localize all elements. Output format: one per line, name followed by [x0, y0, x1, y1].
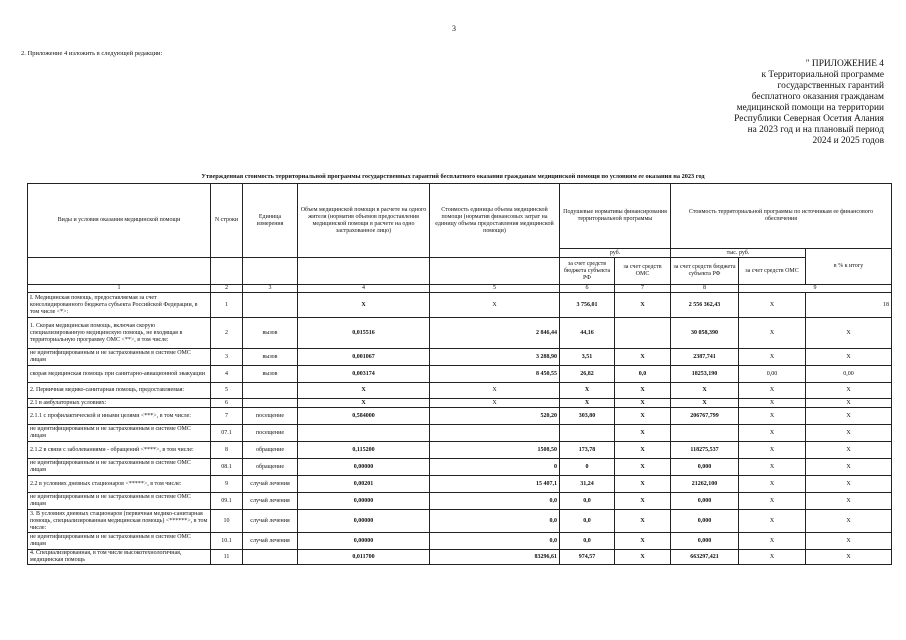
- cell-percent: X: [806, 349, 892, 366]
- cell-volume: X: [298, 293, 430, 318]
- cell-percent: X: [806, 510, 892, 533]
- cell-percent: 18: [806, 293, 892, 318]
- header-percent: в % к итогу: [806, 249, 892, 285]
- header-per-capita: Подушевые нормативы финансирования территориальной программы: [560, 184, 671, 249]
- cell-unit: случай лечения: [243, 476, 298, 493]
- cell-name: I. Медицинская помощь, предоставляемая за счет консолидированного бюджета субъекта Российской Федерации, в том числе <*>:: [28, 293, 211, 318]
- cell-budget: 44,16: [560, 318, 615, 349]
- cell-volume: 0,00000: [298, 459, 430, 476]
- cell-oms2: X: [739, 293, 806, 318]
- cell-line: 10: [211, 510, 243, 533]
- cell-name: 2.1.1 с профилактической и иными целями <***>, в том числе:: [28, 408, 211, 425]
- table-row: [28, 383, 892, 399]
- cell-oms: X: [615, 459, 671, 476]
- cell-oms2: X: [739, 408, 806, 425]
- cell-percent: X: [806, 408, 892, 425]
- cell-cost: 15 407,1: [430, 476, 560, 493]
- cell-name: 2.2 в условиях дневных стационаров <*****>, в том числе:: [28, 476, 211, 493]
- cell-unit: вызов: [243, 318, 298, 349]
- cell-budget2: X: [671, 399, 739, 408]
- column-number: 1: [28, 285, 211, 293]
- cell-budget: 0,0: [560, 510, 615, 533]
- cell-volume: 0,00201: [298, 476, 430, 493]
- cell-line: 07.1: [211, 425, 243, 442]
- table-row: [28, 459, 892, 476]
- column-number: 5: [430, 285, 560, 293]
- cell-line: 3: [211, 349, 243, 366]
- header-budget: за счет средств бюджета субъекта РФ: [560, 258, 615, 285]
- cell-budget: 0,0: [560, 493, 615, 510]
- cell-name: 3. В условиях дневных стационаров (первичная медико-санитарная помощь, специализированная медицинская помощь) <******>, в том числе:: [28, 510, 211, 533]
- cell-unit: [243, 550, 298, 565]
- cell-cost: 0: [430, 459, 560, 476]
- cell-cost: 0,0: [430, 493, 560, 510]
- cell-budget: 173,78: [560, 442, 615, 459]
- header-types: Виды и условия оказания медицинской помощи: [28, 184, 211, 258]
- cell-volume: 0,015516: [298, 318, 430, 349]
- table-row: [28, 399, 892, 408]
- cell-name: 4. Специализированная, в том числе высокотехнологичная, медицинская помощь: [28, 550, 211, 565]
- column-numbers-row: [28, 285, 892, 293]
- cell-oms: X: [615, 408, 671, 425]
- cell-volume: 0,001067: [298, 349, 430, 366]
- cell-cost: X: [430, 293, 560, 318]
- cell-oms: X: [615, 293, 671, 318]
- header-thousand-rub: тыс. руб.: [671, 249, 806, 258]
- cost-table: [27, 183, 892, 565]
- appendix-line: 2024 и 2025 годов: [812, 136, 884, 146]
- table-row: [28, 550, 892, 565]
- cell-percent: X: [806, 425, 892, 442]
- cell-name: не идентифицированным и не застрахованным в системе ОМС лицам: [28, 459, 211, 476]
- cell-name: 2.1.2 в связи с заболеваниями - обращений <****>, в том числе:: [28, 442, 211, 459]
- cell-line: 1: [211, 293, 243, 318]
- header-oms: за счет средств ОМС: [615, 258, 671, 285]
- appendix-line: на 2023 год и на плановый период: [747, 125, 884, 135]
- cell-budget: 26,82: [560, 366, 615, 383]
- column-number: 2: [211, 285, 243, 293]
- cell-cost: X: [430, 399, 560, 408]
- cell-cost: 520,20: [430, 408, 560, 425]
- cell-budget2: 2387,741: [671, 349, 739, 366]
- table-row: [28, 318, 892, 349]
- cell-oms: X: [615, 399, 671, 408]
- cell-oms: X: [615, 383, 671, 399]
- cell-budget: 3 756,01: [560, 293, 615, 318]
- cell-budget2: 2 556 362,43: [671, 293, 739, 318]
- table-row: [28, 533, 892, 550]
- table-row: [28, 366, 892, 383]
- table-row: [28, 442, 892, 459]
- cell-volume: 0,00000: [298, 510, 430, 533]
- cell-oms: X: [615, 493, 671, 510]
- cell-cost: 83296,61: [430, 550, 560, 565]
- cell-oms2: X: [739, 425, 806, 442]
- cell-percent: X: [806, 318, 892, 349]
- cell-oms: X: [615, 425, 671, 442]
- cell-oms2: X: [739, 476, 806, 493]
- cell-cost: 0,0: [430, 510, 560, 533]
- column-number: 9: [739, 285, 892, 293]
- table-row: [28, 425, 892, 442]
- appendix-line: бесплатного оказания гражданам: [751, 92, 884, 102]
- cell-volume: 0,011700: [298, 550, 430, 565]
- cell-oms2: 0,00: [739, 366, 806, 383]
- table-title: Утвержденная стоимость территориальной программы государственных гарантий бесплатного оказания гражданам медицинской помощи по условиям ее оказания на 2023 год: [201, 173, 705, 180]
- cell-unit: обращение: [243, 459, 298, 476]
- table-row: [28, 349, 892, 366]
- cell-oms: X: [615, 476, 671, 493]
- table-row: [28, 293, 892, 318]
- cell-cost: 3 288,90: [430, 349, 560, 366]
- table-row: [28, 408, 892, 425]
- header-unit: Единица измерения: [243, 184, 298, 258]
- cell-budget: 0: [560, 459, 615, 476]
- cell-oms: 0,0: [615, 366, 671, 383]
- cell-budget2: [671, 425, 739, 442]
- cell-volume: 0,00000: [298, 533, 430, 550]
- cell-name: не идентифицированным и не застрахованным в системе ОМС лицам: [28, 493, 211, 510]
- cell-name: не идентифицированным и не застрахованным в системе ОМС лицам: [28, 533, 211, 550]
- cell-line: 10.1: [211, 533, 243, 550]
- cell-budget2: 663297,421: [671, 550, 739, 565]
- cell-volume: 0,003174: [298, 366, 430, 383]
- cell-oms: X: [615, 550, 671, 565]
- cell-unit: случай лечения: [243, 493, 298, 510]
- cell-budget: X: [560, 383, 615, 399]
- column-number: 6: [560, 285, 615, 293]
- table-row: [28, 510, 892, 533]
- cell-line: 2: [211, 318, 243, 349]
- cell-unit: [243, 399, 298, 408]
- table-row: [28, 476, 892, 493]
- cell-line: 8: [211, 442, 243, 459]
- cell-budget2: 0,000: [671, 459, 739, 476]
- cell-oms2: X: [739, 550, 806, 565]
- cell-line: 09.1: [211, 493, 243, 510]
- cell-oms: X: [615, 442, 671, 459]
- cell-name: 2.1 в амбулаторных условиях:: [28, 399, 211, 408]
- cell-unit: вызов: [243, 349, 298, 366]
- cell-cost: 0,0: [430, 533, 560, 550]
- appendix-line: государственных гарантий: [777, 81, 884, 91]
- column-number: 8: [671, 285, 739, 293]
- intro-text: 2. Приложение 4 изложить в следующей редакции:: [21, 50, 163, 57]
- cell-budget2: 118275,537: [671, 442, 739, 459]
- cell-percent: X: [806, 533, 892, 550]
- cell-percent: 0,00: [806, 366, 892, 383]
- cell-budget: 0,0: [560, 533, 615, 550]
- cell-budget: 31,24: [560, 476, 615, 493]
- cell-budget2: X: [671, 383, 739, 399]
- cell-name: скорая медицинская помощь при санитарно-авиационной эвакуации: [28, 366, 211, 383]
- header-spacer: [430, 258, 560, 285]
- cell-line: 9: [211, 476, 243, 493]
- page-number: 3: [452, 24, 456, 33]
- header-budget-total: за счет средств бюджета субъекта РФ: [671, 258, 739, 285]
- cell-budget: 3,51: [560, 349, 615, 366]
- cell-oms2: X: [739, 349, 806, 366]
- cell-unit: обращение: [243, 442, 298, 459]
- cell-unit: случай лечения: [243, 533, 298, 550]
- header-cost: Стоимость единицы объема медицинской помощи (норматив финансовых затрат на единицу объема предоставления медицинской помощи): [430, 184, 560, 258]
- cell-budget2: 21262,100: [671, 476, 739, 493]
- cell-volume: 0,00000: [298, 493, 430, 510]
- cell-name: 1. Скорая медицинская помощь, включая скорую специализированную медицинскую помощь, не входящая в территориальную программу ОМС <**>, в том числе:: [28, 318, 211, 349]
- cell-cost: X: [430, 383, 560, 399]
- column-number: 3: [243, 285, 298, 293]
- cell-line: 08.1: [211, 459, 243, 476]
- cell-oms2: X: [739, 510, 806, 533]
- cell-oms: X: [615, 510, 671, 533]
- cell-unit: [243, 383, 298, 399]
- cell-line: 5: [211, 383, 243, 399]
- cell-volume: [298, 425, 430, 442]
- cell-oms2: X: [739, 399, 806, 408]
- header-line: N строки: [211, 184, 243, 258]
- cell-budget2: 0,000: [671, 493, 739, 510]
- table-row: [28, 493, 892, 510]
- cell-line: 4: [211, 366, 243, 383]
- cell-percent: X: [806, 550, 892, 565]
- cell-unit: случай лечения: [243, 510, 298, 533]
- header-oms-total: за счет средств ОМС: [739, 258, 806, 285]
- cell-budget: [560, 425, 615, 442]
- cell-budget2: 30 058,390: [671, 318, 739, 349]
- cell-volume: X: [298, 399, 430, 408]
- cell-oms2: X: [739, 383, 806, 399]
- cell-unit: [243, 293, 298, 318]
- cell-cost: [430, 425, 560, 442]
- cell-name: не идентифицированным и не застрахованным в системе ОМС лицам: [28, 425, 211, 442]
- cell-budget2: 0,000: [671, 510, 739, 533]
- cell-cost: 1508,50: [430, 442, 560, 459]
- cell-oms: X: [615, 349, 671, 366]
- cell-unit: посещение: [243, 408, 298, 425]
- column-number: 7: [615, 285, 671, 293]
- appendix-line: " ПРИЛОЖЕНИЕ 4: [805, 59, 884, 69]
- appendix-header: [684, 59, 884, 147]
- cell-percent: X: [806, 383, 892, 399]
- cell-line: 11: [211, 550, 243, 565]
- cell-percent: X: [806, 442, 892, 459]
- cell-oms2: X: [739, 493, 806, 510]
- cell-volume: X: [298, 383, 430, 399]
- cell-oms2: X: [739, 442, 806, 459]
- cell-line: 6: [211, 399, 243, 408]
- cell-percent: X: [806, 459, 892, 476]
- header-spacer: [298, 258, 430, 285]
- header-total: Стоимость территориальной программы по источникам ее финансового обеспечения: [671, 184, 892, 249]
- cell-volume: 0,584000: [298, 408, 430, 425]
- cell-volume: 0,115200: [298, 442, 430, 459]
- header-spacer: [243, 258, 298, 285]
- cell-budget2: 18253,190: [671, 366, 739, 383]
- cell-name: не идентифицированным и не застрахованным в системе ОМС лицам: [28, 349, 211, 366]
- cell-budget2: 206767,799: [671, 408, 739, 425]
- appendix-line: медицинской помощи на территории: [736, 103, 884, 113]
- appendix-line: к Территориальной программе: [761, 70, 884, 80]
- appendix-line: Республики Северная Осетия Алания: [734, 114, 884, 124]
- cell-oms: [615, 318, 671, 349]
- cell-percent: X: [806, 399, 892, 408]
- cell-line: 7: [211, 408, 243, 425]
- cell-budget: 303,80: [560, 408, 615, 425]
- cell-cost: 2 846,44: [430, 318, 560, 349]
- cell-oms2: X: [739, 459, 806, 476]
- cell-oms2: X: [739, 318, 806, 349]
- cell-name: 2. Первичная медико-санитарная помощь, предоставляемая:: [28, 383, 211, 399]
- cell-percent: X: [806, 493, 892, 510]
- cell-budget: 974,57: [560, 550, 615, 565]
- header-spacer: [211, 258, 243, 285]
- cell-budget2: 0,000: [671, 533, 739, 550]
- cell-oms: X: [615, 533, 671, 550]
- cell-oms2: X: [739, 533, 806, 550]
- cell-unit: посещение: [243, 425, 298, 442]
- column-number: 4: [298, 285, 430, 293]
- header-spacer: [28, 258, 211, 285]
- cell-unit: вызов: [243, 366, 298, 383]
- header-rub: руб.: [560, 249, 671, 258]
- header-volume: Объем медицинской помощи в расчете на одного жителя (норматив объемов предоставления медицинской помощи в расчете на одно застрахованное лицо): [298, 184, 430, 258]
- cell-budget: X: [560, 399, 615, 408]
- cell-percent: X: [806, 476, 892, 493]
- cell-cost: 8 450,55: [430, 366, 560, 383]
